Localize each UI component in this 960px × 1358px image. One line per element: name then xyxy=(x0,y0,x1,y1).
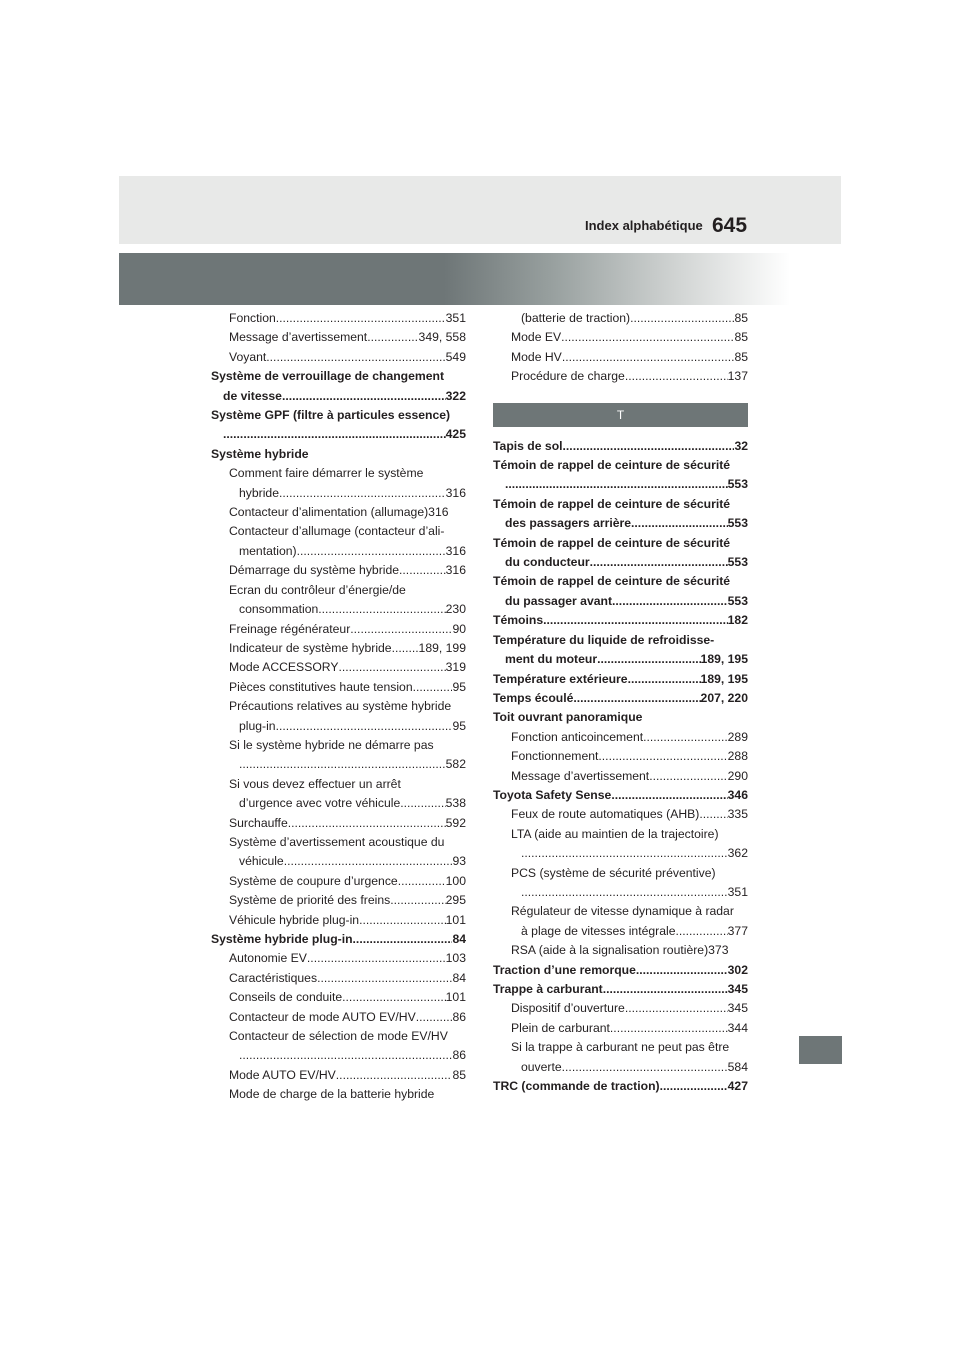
index-entry: Contacteur de mode AUTO EV/HV ..... 86 xyxy=(211,1008,466,1027)
index-heading: Toit ouvrant panoramique xyxy=(493,710,643,725)
index-subheading: Ecran du contrôleur d’énergie/de xyxy=(229,582,406,597)
index-entry: Trappe à carburant ..... 345 xyxy=(493,980,748,999)
index-entry: Fonctionnement ..... 288 xyxy=(493,747,748,766)
index-entry: ..... 582 xyxy=(211,755,466,774)
index-entry: Témoins ..... 182 xyxy=(493,611,748,630)
index-heading: Témoin de rappel de ceinture de sécurité xyxy=(493,458,731,473)
index-entry: Fonction anticoincement ..... 289 xyxy=(493,728,748,747)
index-entry: ..... 425 xyxy=(211,425,466,444)
index-entry: Mode EV ..... 85 xyxy=(493,328,748,347)
index-entry: Message d’avertissement ..... 290 xyxy=(493,767,748,786)
index-entry: ..... 553 xyxy=(493,475,748,494)
index-entry: du passager avant ..... 553 xyxy=(493,592,748,611)
index-entry: Système hybride plug-in ..... 84 xyxy=(211,930,466,949)
index-entry: Feux de route automatiques (AHB) ..... 335 xyxy=(493,805,748,824)
index-entry: d’urgence avec votre véhicule ..... 538 xyxy=(211,794,466,813)
index-entry: Contacteur d’alimentation (allumage) 316 xyxy=(229,505,449,520)
index-entry: ouverte ..... 584 xyxy=(493,1058,748,1077)
index-heading: Témoin de rappel de ceinture de sécurité xyxy=(493,574,731,589)
index-subheading: Contacteur de sélection de mode EV/HV xyxy=(229,1029,448,1044)
index-entry: Fonction ..... 351 xyxy=(211,309,466,328)
index-entry: Température extérieure ..... 189, 195 xyxy=(493,670,748,689)
index-subheading: LTA (aide au maintien de la trajectoire) xyxy=(511,826,719,841)
index-subheading: PCS (système de sécurité préventive) xyxy=(511,865,716,880)
header-title: Index alphabétique xyxy=(585,218,703,233)
index-heading: Témoin de rappel de ceinture de sécurité xyxy=(493,496,731,511)
index-entry: Autonomie EV ..... 103 xyxy=(211,949,466,968)
header-banner xyxy=(119,253,841,305)
index-subheading: Si la trappe à carburant ne peut pas être xyxy=(511,1040,730,1055)
index-entry: mentation) ..... 316 xyxy=(211,542,466,561)
index-entry: Dispositif d’ouverture ..... 345 xyxy=(493,999,748,1018)
index-entry: ..... 351 xyxy=(493,883,748,902)
index-entry: à plage de vitesses intégrale ..... 377 xyxy=(493,922,748,941)
index-entry: Message d’avertissement ..... 349, 558 xyxy=(211,328,466,347)
index-entry: consommation ..... 230 xyxy=(211,600,466,619)
index-entry: ..... 362 xyxy=(493,844,748,863)
index-entry: Tapis de sol ..... 32 xyxy=(493,437,748,456)
index-subheading: Si le système hybride ne démarre pas xyxy=(229,737,434,752)
index-subheading: Système d’avertissement acoustique du xyxy=(229,834,445,849)
index-entry: véhicule ..... 93 xyxy=(211,852,466,871)
index-subheading: Comment faire démarrer le système xyxy=(229,466,424,481)
index-entry: plug-in ..... 95 xyxy=(211,717,466,736)
section-letter-t: T xyxy=(493,403,748,427)
index-entry: ..... 86 xyxy=(211,1046,466,1065)
index-entry: Mode HV ..... 85 xyxy=(493,348,748,367)
index-entry: Temps écoulé ..... 207, 220 xyxy=(493,689,748,708)
index-subheading: Régulateur de vitesse dynamique à radar xyxy=(511,904,734,919)
index-entry: (batterie de traction) ..... 85 xyxy=(493,309,748,328)
index-heading: Témoin de rappel de ceinture de sécurité xyxy=(493,535,731,550)
index-entry: Système de priorité des freins ..... 295 xyxy=(211,891,466,910)
index-subheading: Précautions relatives au système hybride xyxy=(229,699,452,714)
index-subheading: Contacteur d’allumage (contacteur d’ali- xyxy=(229,524,445,539)
index-entry: RSA (aide à la signalisation routière) 373 xyxy=(511,943,729,958)
index-column-right xyxy=(493,309,748,1096)
index-subheading: Si vous devez effectuer un arrêt xyxy=(229,776,401,791)
index-entry: Surchauffe ..... 592 xyxy=(211,814,466,833)
index-heading: Système hybride xyxy=(211,446,309,461)
index-entry: Indicateur de système hybride ..... 189, 199 xyxy=(211,639,466,658)
index-heading: Système GPF (filtre à particules essence) xyxy=(211,408,451,423)
index-entry: Plein de carburant ..... 344 xyxy=(493,1019,748,1038)
index-entry: Système de coupure d’urgence ..... 100 xyxy=(211,872,466,891)
index-column-left xyxy=(211,309,466,1105)
index-entry: Caractéristiques ..... 84 xyxy=(211,969,466,988)
chapter-tab xyxy=(799,1036,842,1064)
page-number: 645 xyxy=(712,214,748,237)
index-entry: Mode AUTO EV/HV ..... 85 xyxy=(211,1066,466,1085)
index-entry: Véhicule hybride plug-in ..... 101 xyxy=(211,911,466,930)
index-entry: Mode ACCESSORY ..... 319 xyxy=(211,658,466,677)
index-entry: Conseils de conduite ..... 101 xyxy=(211,988,466,1007)
index-entry: Pièces constitutives haute tension ..... 95 xyxy=(211,678,466,697)
index-entry: de vitesse ..... 322 xyxy=(211,387,466,406)
index-entry: hybride ..... 316 xyxy=(211,484,466,503)
index-entry: ment du moteur ..... 189, 195 xyxy=(493,650,748,669)
index-entry: des passagers arrière ..... 553 xyxy=(493,514,748,533)
index-entry: TRC (commande de traction) ..... 427 xyxy=(493,1077,748,1096)
index-entry: du conducteur ..... 553 xyxy=(493,553,748,572)
index-heading: Système de verrouillage de changement xyxy=(211,369,445,384)
index-entry: Traction d’une remorque ..... 302 xyxy=(493,961,748,980)
index-entry: Voyant ..... 549 xyxy=(211,348,466,367)
index-entry: Procédure de charge ..... 137 xyxy=(493,367,748,386)
index-entry: Freinage régénérateur ..... 90 xyxy=(211,620,466,639)
index-entry: Démarrage du système hybride ..... 316 xyxy=(211,561,466,580)
index-heading: Température du liquide de refroidisse- xyxy=(493,632,715,647)
index-subheading: Mode de charge de la batterie hybride xyxy=(229,1087,435,1102)
index-entry: Toyota Safety Sense ..... 346 xyxy=(493,786,748,805)
